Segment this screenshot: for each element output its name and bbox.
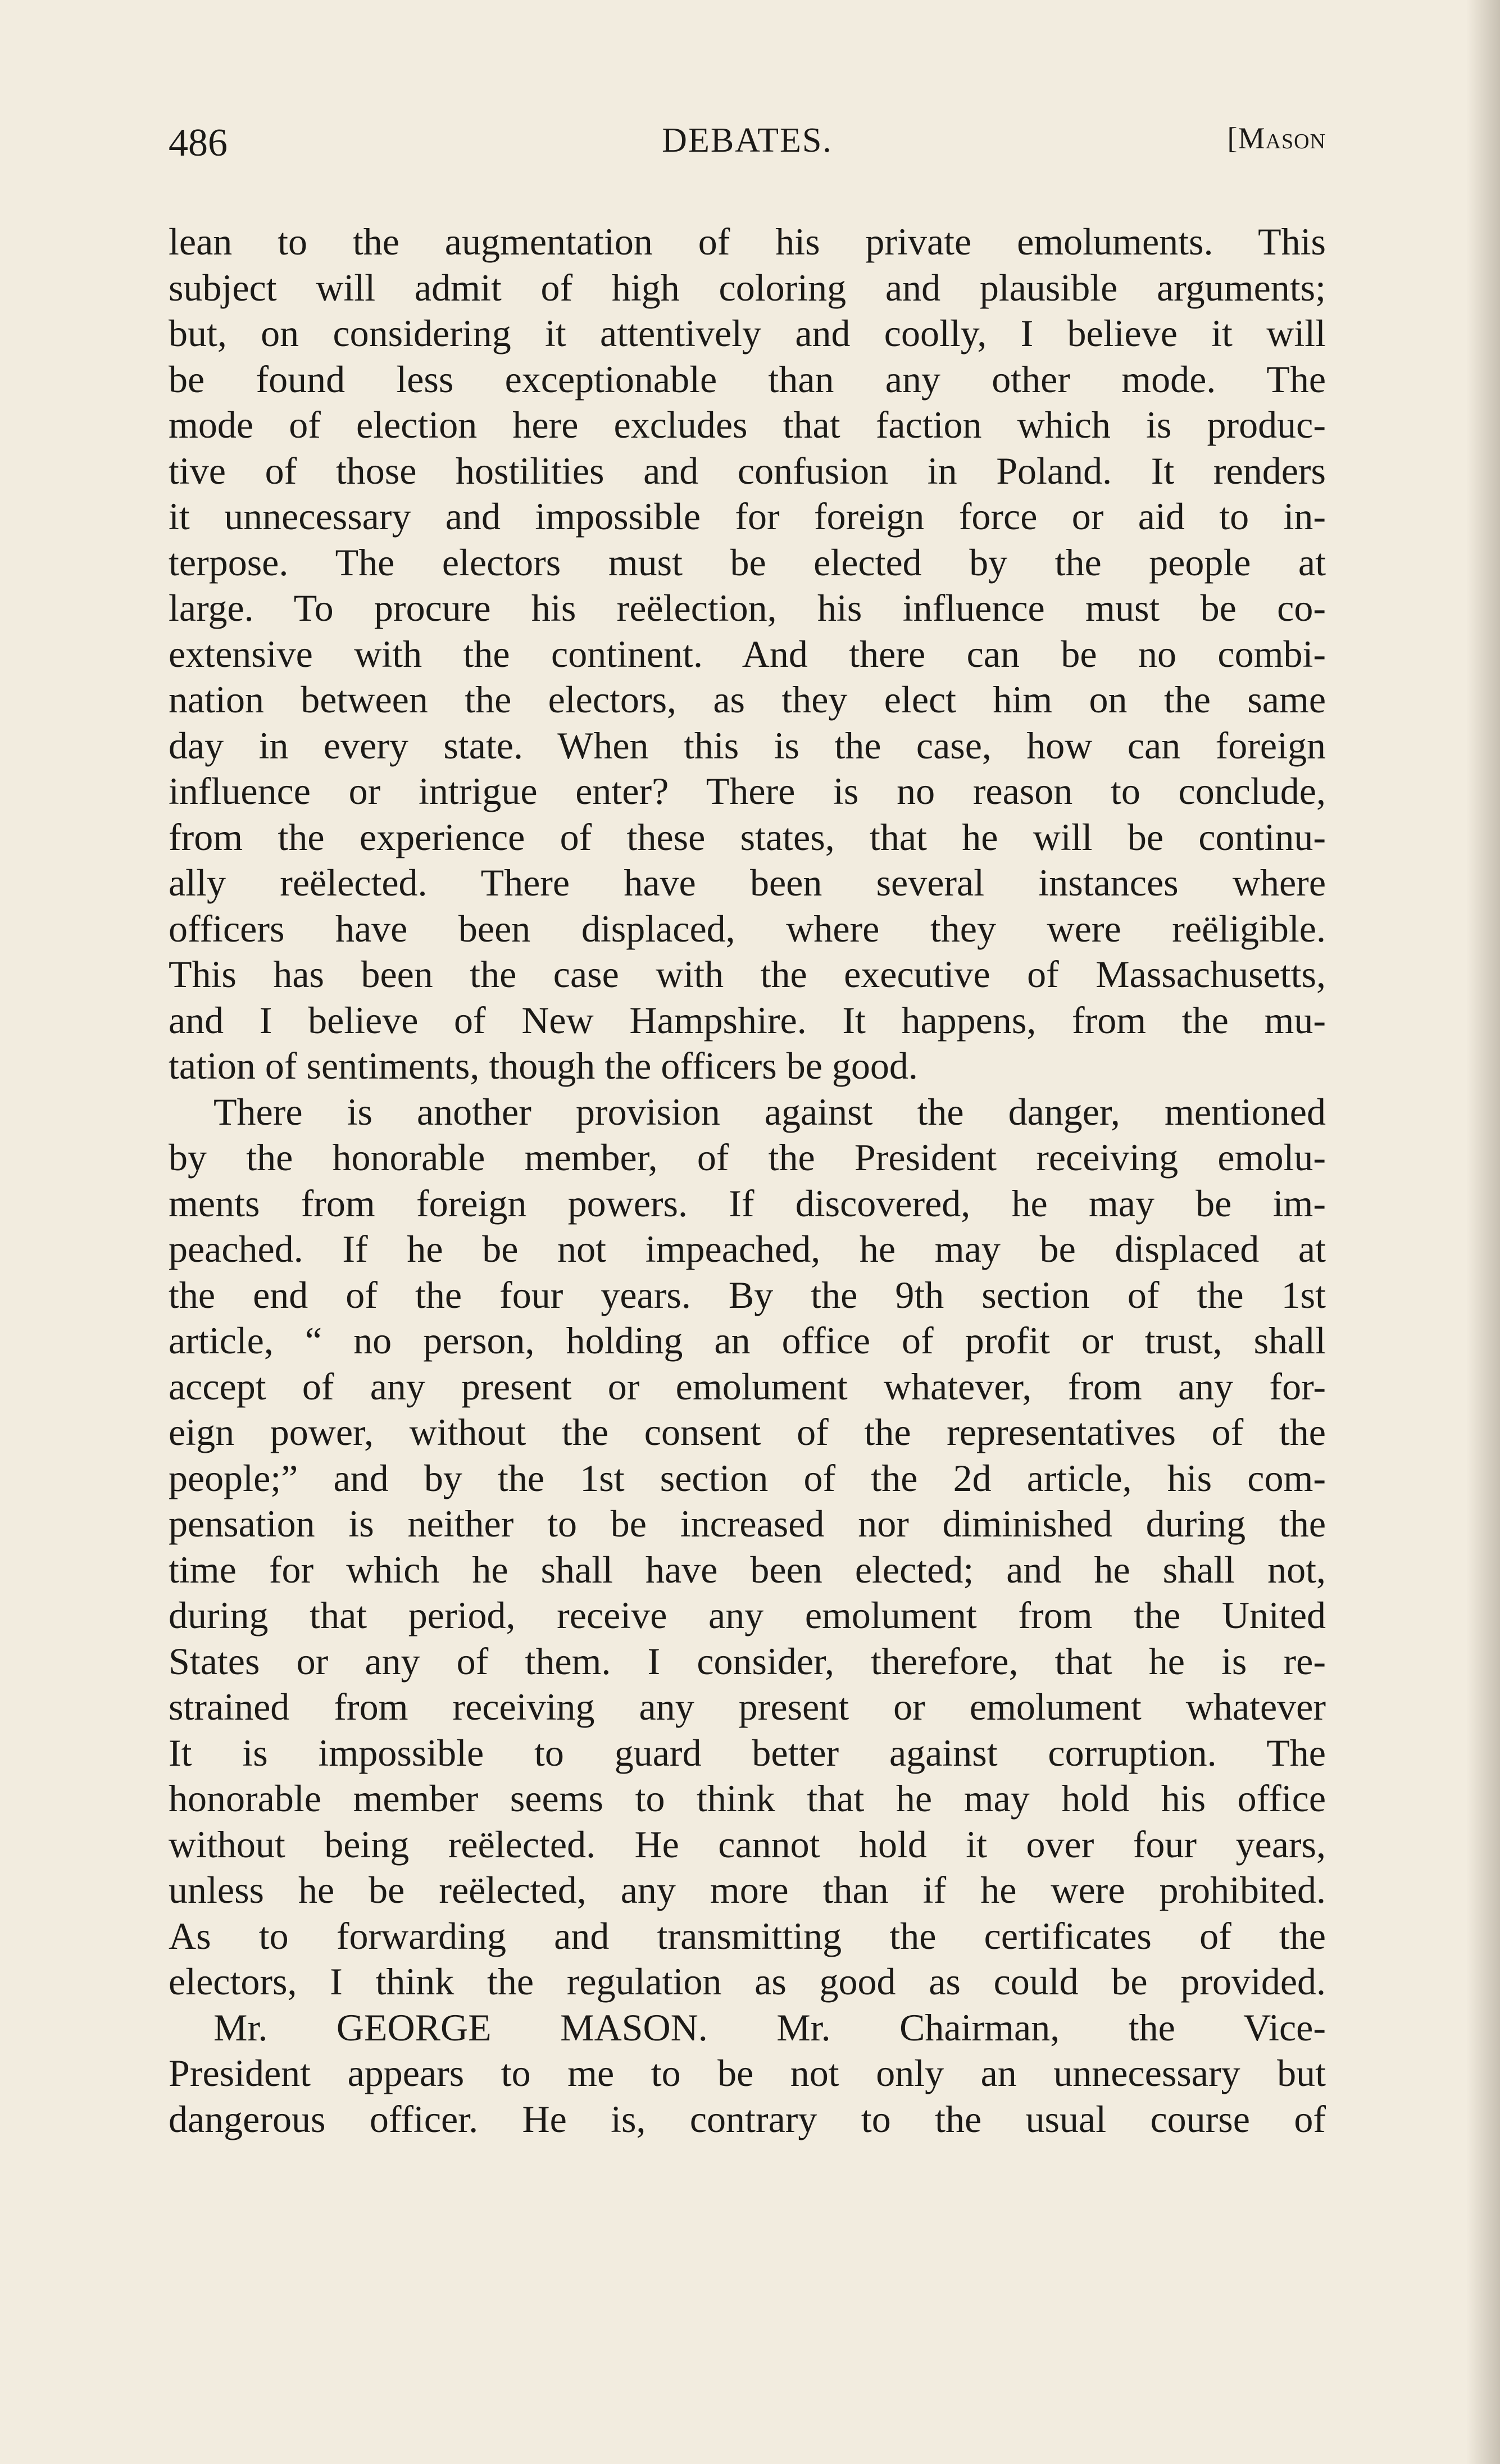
- text-line: influence or intrigue enter? There is no reason to conclude,: [169, 770, 1326, 812]
- text-line: extensive with the continent. And there can be no combi-: [169, 632, 1326, 675]
- text-line: It is impossible to guard better against corruption. The: [169, 1731, 1326, 1774]
- text-line: electors, I think the regulation as good as could be provided.: [169, 1960, 1326, 2003]
- text-line: but, on considering it attentively and coolly, I believe it will: [169, 312, 1326, 354]
- text-line: time for which he shall have been elected; and he shall not,: [169, 1548, 1326, 1591]
- text-line: eign power, without the consent of the representatives of the: [169, 1411, 1326, 1453]
- text-line: and I believe of New Hampshire. It happens, from the mu-: [169, 998, 1326, 1042]
- speaker-line: Mr. GEORGE MASON. Mr. Chairman, the Vice-: [213, 2006, 1326, 2049]
- page-number: 486: [169, 121, 228, 165]
- text-line: accept of any present or emolument whatever, from any for-: [169, 1365, 1326, 1408]
- text-line: As to forwarding and transmitting the certificates of the: [169, 1914, 1326, 1957]
- text-line: during that period, receive any emolument from the United: [169, 1594, 1326, 1636]
- text-line: terpose. The electors must be elected by the people at: [169, 540, 1326, 584]
- text-line: ally reëlected. There have been several instances where: [169, 861, 1326, 904]
- text-line: without being reëlected. He cannot hold it over four years,: [169, 1822, 1326, 1866]
- text-line: pensation is neither to be increased nor diminished during the: [169, 1502, 1326, 1545]
- text-line: it unnecessary and impossible for foreign force or aid to in-: [169, 495, 1326, 538]
- text-line: This has been the case with the executive of Massachusetts,: [169, 953, 1326, 995]
- text-line: States or any of them. I consider, therefore, that he is re-: [169, 1639, 1326, 1683]
- body-text: [169, 219, 1326, 2142]
- text-line: ments from foreign powers. If discovered, he may be im-: [169, 1181, 1326, 1225]
- text-line: dangerous officer. He is, contrary to the usual course of: [169, 2097, 1326, 2140]
- text-line: strained from receiving any present or emolument whatever: [169, 1685, 1326, 1728]
- text-line: There is another provision against the danger, mentioned: [213, 1090, 1326, 1133]
- text-line: mode of election here excludes that faction which is produc-: [169, 403, 1326, 446]
- text-line: article, “ no person, holding an office of profit or trust, shall: [169, 1319, 1326, 1362]
- text-line: subject will admit of high coloring and plausible arguments;: [169, 266, 1326, 309]
- text-line: from the experience of these states, that he will be continu-: [169, 815, 1326, 858]
- text-line: officers have been displaced, where they were reëligible.: [169, 907, 1326, 950]
- text-line: be found less exceptionable than any other mode. The: [169, 357, 1326, 401]
- running-head: DEBATES.: [662, 121, 833, 160]
- text-line: large. To procure his reëlection, his influence must be co-: [169, 587, 1326, 629]
- page-edge-shadow: [1466, 0, 1500, 2464]
- text-line: by the honorable member, of the President receiving emolu-: [169, 1136, 1326, 1179]
- text-line: tation of sentiments, though the officers be good.: [169, 1044, 918, 1087]
- text-line: President appears to me to be not only an unnecessary but: [169, 2052, 1326, 2094]
- section-mark: [Mason: [1227, 121, 1326, 155]
- page-header: [169, 121, 1326, 183]
- text-line: the end of the four years. By the 9th section of the 1st: [169, 1273, 1326, 1316]
- text-line: peached. If he be not impeached, he may be displaced at: [169, 1228, 1326, 1270]
- text-line: day in every state. When this is the case, how can foreign: [169, 724, 1326, 767]
- text-line: people;” and by the 1st section of the 2d article, his com-: [169, 1456, 1326, 1499]
- text-line: tive of those hostilities and confusion in Poland. It renders: [169, 449, 1326, 492]
- text-line: honorable member seems to think that he may hold his office: [169, 1777, 1326, 1820]
- text-line: unless he be reëlected, any more than if he were prohibited.: [169, 1869, 1326, 1911]
- text-line: lean to the augmentation of his private emoluments. This: [169, 220, 1326, 263]
- text-line: nation between the electors, as they elect him on the same: [169, 678, 1326, 721]
